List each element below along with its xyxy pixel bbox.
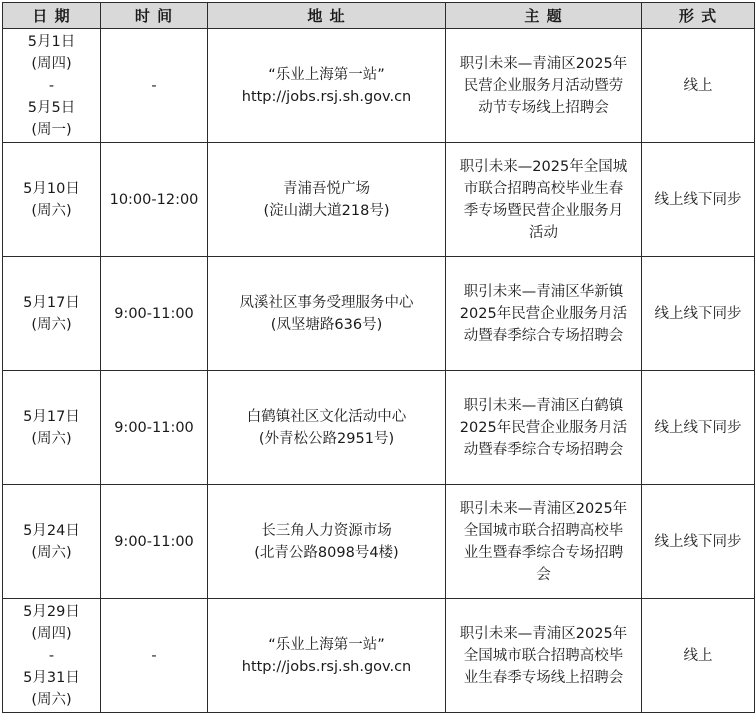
- theme-line: 动暨春季综合专场招聘会: [463, 441, 624, 458]
- date-cell: [3, 143, 101, 257]
- form-cell: 线上: [642, 29, 755, 143]
- theme-line: 职引未来—2025年全国城: [459, 158, 628, 175]
- date-line: (周六): [31, 544, 72, 561]
- date-cell: [3, 485, 101, 599]
- theme-line: 会: [536, 566, 551, 583]
- date-line: 5月5日: [27, 99, 76, 116]
- address-cell: [208, 143, 446, 257]
- date-line: (周四): [31, 625, 72, 642]
- date-line: 5月24日: [23, 522, 80, 539]
- theme-cell: [446, 143, 642, 257]
- header-time: 时 间: [101, 3, 208, 29]
- date-line: (周六): [31, 202, 72, 219]
- address-line: (外青松公路2951号): [258, 430, 395, 447]
- theme-cell: [446, 371, 642, 485]
- theme-line: 业生春季专场线上招聘会: [463, 669, 624, 686]
- time-cell: -: [101, 599, 208, 713]
- address-link: http://jobs.rsj.sh.gov.cn: [241, 88, 412, 105]
- theme-line: 市联合招聘高校毕业生春: [463, 180, 624, 197]
- date-line: 5月10日: [23, 180, 80, 197]
- form-cell: 线上线下同步: [642, 485, 755, 599]
- time-cell: 9:00-11:00: [101, 485, 208, 599]
- theme-line: 业生暨春季综合专场招聘: [463, 544, 624, 561]
- date-line: (周四): [31, 55, 72, 72]
- address-line: (北青公路8098号4楼): [254, 544, 399, 561]
- header-row: [3, 3, 755, 29]
- theme-cell: [446, 29, 642, 143]
- date-line: 5月1日: [27, 33, 76, 50]
- theme-cell: [446, 599, 642, 713]
- form-cell: 线上: [642, 599, 755, 713]
- time-cell: -: [101, 29, 208, 143]
- date-line: (周六): [31, 316, 72, 333]
- address-line: 青浦吾悦广场: [283, 180, 370, 197]
- address-line: 白鹤镇社区文化活动中心: [246, 408, 407, 425]
- table-header: [3, 3, 755, 29]
- theme-line: 民营企业服务月活动暨劳: [463, 77, 624, 94]
- theme-line: 职引未来—青浦区白鹤镇: [463, 397, 624, 414]
- theme-line: 2025年民营企业服务月活: [459, 305, 628, 322]
- theme-line: 全国城市联合招聘高校毕: [463, 522, 624, 539]
- address-line: “乐业上海第一站”: [268, 636, 385, 653]
- job-fair-schedule-table: [2, 2, 755, 713]
- form-cell: 线上线下同步: [642, 143, 755, 257]
- header-form: 形 式: [642, 3, 755, 29]
- table-row: [3, 257, 755, 371]
- address-line: (淀山湖大道218号): [263, 202, 390, 219]
- table-row: [3, 371, 755, 485]
- date-line: (周六): [31, 691, 72, 708]
- table-row: [3, 485, 755, 599]
- address-line: 凤溪社区事务受理服务中心: [239, 294, 414, 311]
- date-line: 5月17日: [23, 408, 80, 425]
- table-row: [3, 599, 755, 713]
- date-cell: [3, 29, 101, 143]
- theme-line: 动暨春季综合专场招聘会: [463, 327, 624, 344]
- theme-line: 职引未来—青浦区2025年: [459, 55, 628, 72]
- table-row: [3, 29, 755, 143]
- theme-line: 全国城市联合招聘高校毕: [463, 647, 624, 664]
- address-cell: [208, 485, 446, 599]
- date-cell: [3, 371, 101, 485]
- header-theme: 主 题: [446, 3, 642, 29]
- time-cell: 9:00-11:00: [101, 257, 208, 371]
- theme-line: 职引未来—青浦区华新镇: [463, 283, 624, 300]
- time-cell: 9:00-11:00: [101, 371, 208, 485]
- theme-line: 动节专场线上招聘会: [478, 99, 609, 116]
- date-line: 5月29日: [23, 603, 80, 620]
- date-cell: [3, 599, 101, 713]
- date-line: 5月17日: [23, 294, 80, 311]
- theme-cell: [446, 257, 642, 371]
- theme-line: 2025年民营企业服务月活: [459, 419, 628, 436]
- theme-line: 职引未来—青浦区2025年: [459, 500, 628, 517]
- address-cell: [208, 29, 446, 143]
- form-cell: 线上线下同步: [642, 371, 755, 485]
- form-cell: 线上线下同步: [642, 257, 755, 371]
- theme-line: 活动: [529, 224, 558, 241]
- address-cell: [208, 371, 446, 485]
- theme-line: 职引未来—青浦区2025年: [459, 625, 628, 642]
- table-row: [3, 143, 755, 257]
- date-line: (周一): [31, 121, 72, 138]
- address-cell: [208, 599, 446, 713]
- address-line: 长三角人力资源市场: [261, 522, 392, 539]
- theme-line: 季专场暨民营企业服务月: [463, 202, 624, 219]
- date-line: -: [48, 647, 55, 664]
- address-link: http://jobs.rsj.sh.gov.cn: [241, 658, 412, 675]
- date-line: -: [48, 77, 55, 94]
- date-cell: [3, 257, 101, 371]
- header-date: 日 期: [3, 3, 101, 29]
- header-address: 地 址: [208, 3, 446, 29]
- table-body: [3, 29, 755, 713]
- address-line: (凤坚塘路636号): [270, 316, 383, 333]
- address-line: “乐业上海第一站”: [268, 66, 385, 83]
- date-line: 5月31日: [23, 669, 80, 686]
- date-line: (周六): [31, 430, 72, 447]
- theme-cell: [446, 485, 642, 599]
- time-cell: 10:00-12:00: [101, 143, 208, 257]
- address-cell: [208, 257, 446, 371]
